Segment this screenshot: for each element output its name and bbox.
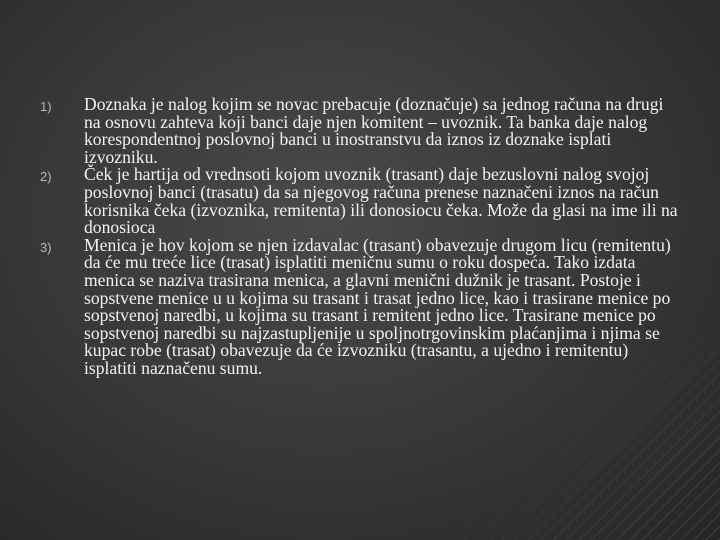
list-item [40,234,680,378]
list-item-number: 2) [40,169,52,185]
list-item-text: Menica je hov kojom se njen izdavalac (trasant) obavezuje drugom licu (remitentu) da će mu treće lice (trasat) isplatiti meničnu sumu o roku dospeća. Tako izdata menica se naziva trasirana menica, a glavni menični dužnik je trasant. Postoje i sopstvene menice u u kojima su trasant i trasat jedno lice, kao i trasirane menice po sopstvenoj naredbi, u kojima su trasant i remitent jedno lice. Trasirane menice po sopstvenoj naredbi su najzastupljenije u spoljnotrgovinskim plaćanjima i njima se kupac robe (trasat) obavezuje da će izvozniku (trasantu, a ujedno i remitentu) isplatiti naznačenu sumu. [84,234,671,378]
list-item-text: Ček je hartija od vrednsoti kojom uvoznik (trasant) daje bezuslovni nalog svojoj poslovnoj banci (trasatu) da sa njegovog računa prenese naznačeni iznos na račun korisnika čeka (izvoznika, remitenta) ili donosiocu čeka. Može da glasi na ime ili na donosioca [84,164,678,238]
list-item [40,166,680,236]
numbered-list [40,96,680,378]
list-item-number: 3) [40,239,52,255]
list-item-text: Doznaka je nalog kojim se novac prebacuje (doznačuje) sa jednog računa na drugi na osnovu zahteva koji banci daje njen komitent – uvoznik. Ta banka daje nalog korespondentnoj poslovnoj banci u inostranstvu da iznos iz doznake isplati izvozniku. [84,94,664,167]
list-item [40,96,680,166]
list-item-number: 1) [40,99,52,114]
